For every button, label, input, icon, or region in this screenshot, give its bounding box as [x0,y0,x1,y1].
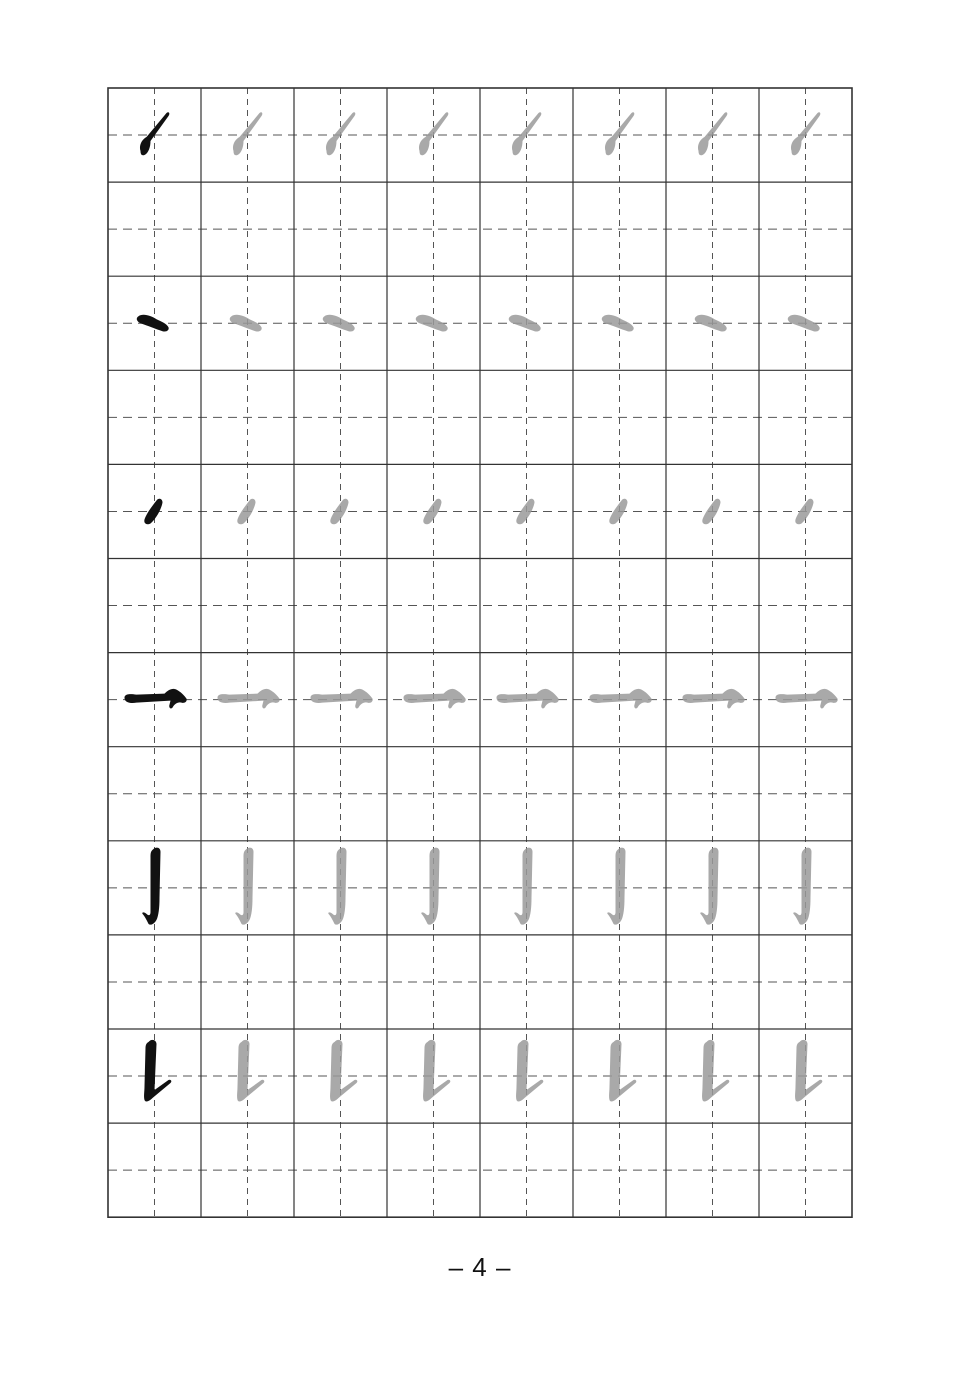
stroke-row-shu-dian [144,499,813,525]
model-stroke-shape [144,1040,171,1102]
stroke-rows [125,112,838,1101]
trace-stroke-shape [423,1040,450,1102]
trace-vertical-rise-stroke-icon[interactable] [423,1040,450,1102]
horizontal-hook-stroke-icon [125,689,187,709]
model-stroke-shape [125,689,187,709]
trace-stroke-shape [776,689,838,709]
practice-grid [108,88,852,1217]
trace-vertical-rise-stroke-icon[interactable] [702,1040,729,1102]
trace-stroke-shape [683,689,745,709]
page-number: – 4 – [448,1252,512,1282]
trace-stroke-shape [607,848,625,925]
trace-horizontal-dot-stroke-icon[interactable] [416,315,448,332]
trace-vertical-hook-stroke-icon[interactable] [328,848,346,925]
stroke-row-shu-ti [144,1040,822,1102]
stroke-row-heng-dian [137,315,820,332]
trace-horizontal-dot-stroke-icon[interactable] [323,315,355,332]
trace-vertical-rise-stroke-icon[interactable] [330,1040,357,1102]
trace-vertical-hook-stroke-icon[interactable] [235,848,253,925]
trace-stroke-shape [416,315,448,332]
stroke-row-shu-gou [142,848,811,925]
vertical-rise-stroke-icon [144,1040,171,1102]
trace-stroke-shape [230,315,262,332]
trace-vertical-rise-stroke-icon[interactable] [795,1040,822,1102]
trace-horizontal-hook-stroke-icon[interactable] [590,689,652,709]
trace-stroke-shape [788,315,820,332]
trace-stroke-shape [218,689,280,709]
trace-horizontal-dot-stroke-icon[interactable] [230,315,262,332]
trace-horizontal-dot-stroke-icon[interactable] [602,315,634,332]
trace-horizontal-hook-stroke-icon[interactable] [311,689,373,709]
trace-stroke-shape [695,315,727,332]
trace-horizontal-hook-stroke-icon[interactable] [218,689,280,709]
trace-stroke-shape [323,315,355,332]
stroke-row-heng-gou [125,689,838,709]
horizontal-dot-stroke-icon [137,315,169,332]
trace-horizontal-dot-stroke-icon[interactable] [788,315,820,332]
trace-stroke-shape [702,499,720,525]
trace-horizontal-hook-stroke-icon[interactable] [776,689,838,709]
trace-stroke-shape [330,1040,357,1102]
trace-vertical-rise-stroke-icon[interactable] [237,1040,264,1102]
trace-stroke-shape [237,499,255,525]
trace-vertical-rise-stroke-icon[interactable] [516,1040,543,1102]
trace-stroke-shape [237,1040,264,1102]
trace-horizontal-hook-stroke-icon[interactable] [683,689,745,709]
trace-stroke-shape [516,1040,543,1102]
trace-stroke-shape [328,848,346,925]
trace-stroke-shape [609,1040,636,1102]
model-stroke-shape [142,848,160,925]
trace-vertical-hook-stroke-icon[interactable] [421,848,439,925]
trace-stroke-shape [497,689,559,709]
trace-vertical-hook-stroke-icon[interactable] [607,848,625,925]
trace-vertical-hook-stroke-icon[interactable] [514,848,532,925]
trace-stroke-shape [514,848,532,925]
trace-horizontal-dot-stroke-icon[interactable] [695,315,727,332]
trace-stroke-shape [421,848,439,925]
trace-horizontal-dot-stroke-icon[interactable] [509,315,541,332]
trace-stroke-shape [793,848,811,925]
vertical-hook-stroke-icon [142,848,160,925]
trace-vertical-hook-stroke-icon[interactable] [700,848,718,925]
trace-stroke-shape [795,1040,822,1102]
trace-stroke-shape [590,689,652,709]
trace-horizontal-hook-stroke-icon[interactable] [497,689,559,709]
trace-stroke-shape [702,1040,729,1102]
trace-vertical-rise-stroke-icon[interactable] [609,1040,636,1102]
trace-horizontal-hook-stroke-icon[interactable] [404,689,466,709]
model-stroke-shape [137,315,169,332]
trace-stroke-shape [404,689,466,709]
trace-vertical-dot-stroke-icon[interactable] [702,499,720,525]
trace-stroke-shape [602,315,634,332]
trace-stroke-shape [700,848,718,925]
trace-vertical-hook-stroke-icon[interactable] [793,848,811,925]
trace-stroke-shape [311,689,373,709]
trace-stroke-shape [509,315,541,332]
trace-vertical-dot-stroke-icon[interactable] [237,499,255,525]
trace-stroke-shape [235,848,253,925]
